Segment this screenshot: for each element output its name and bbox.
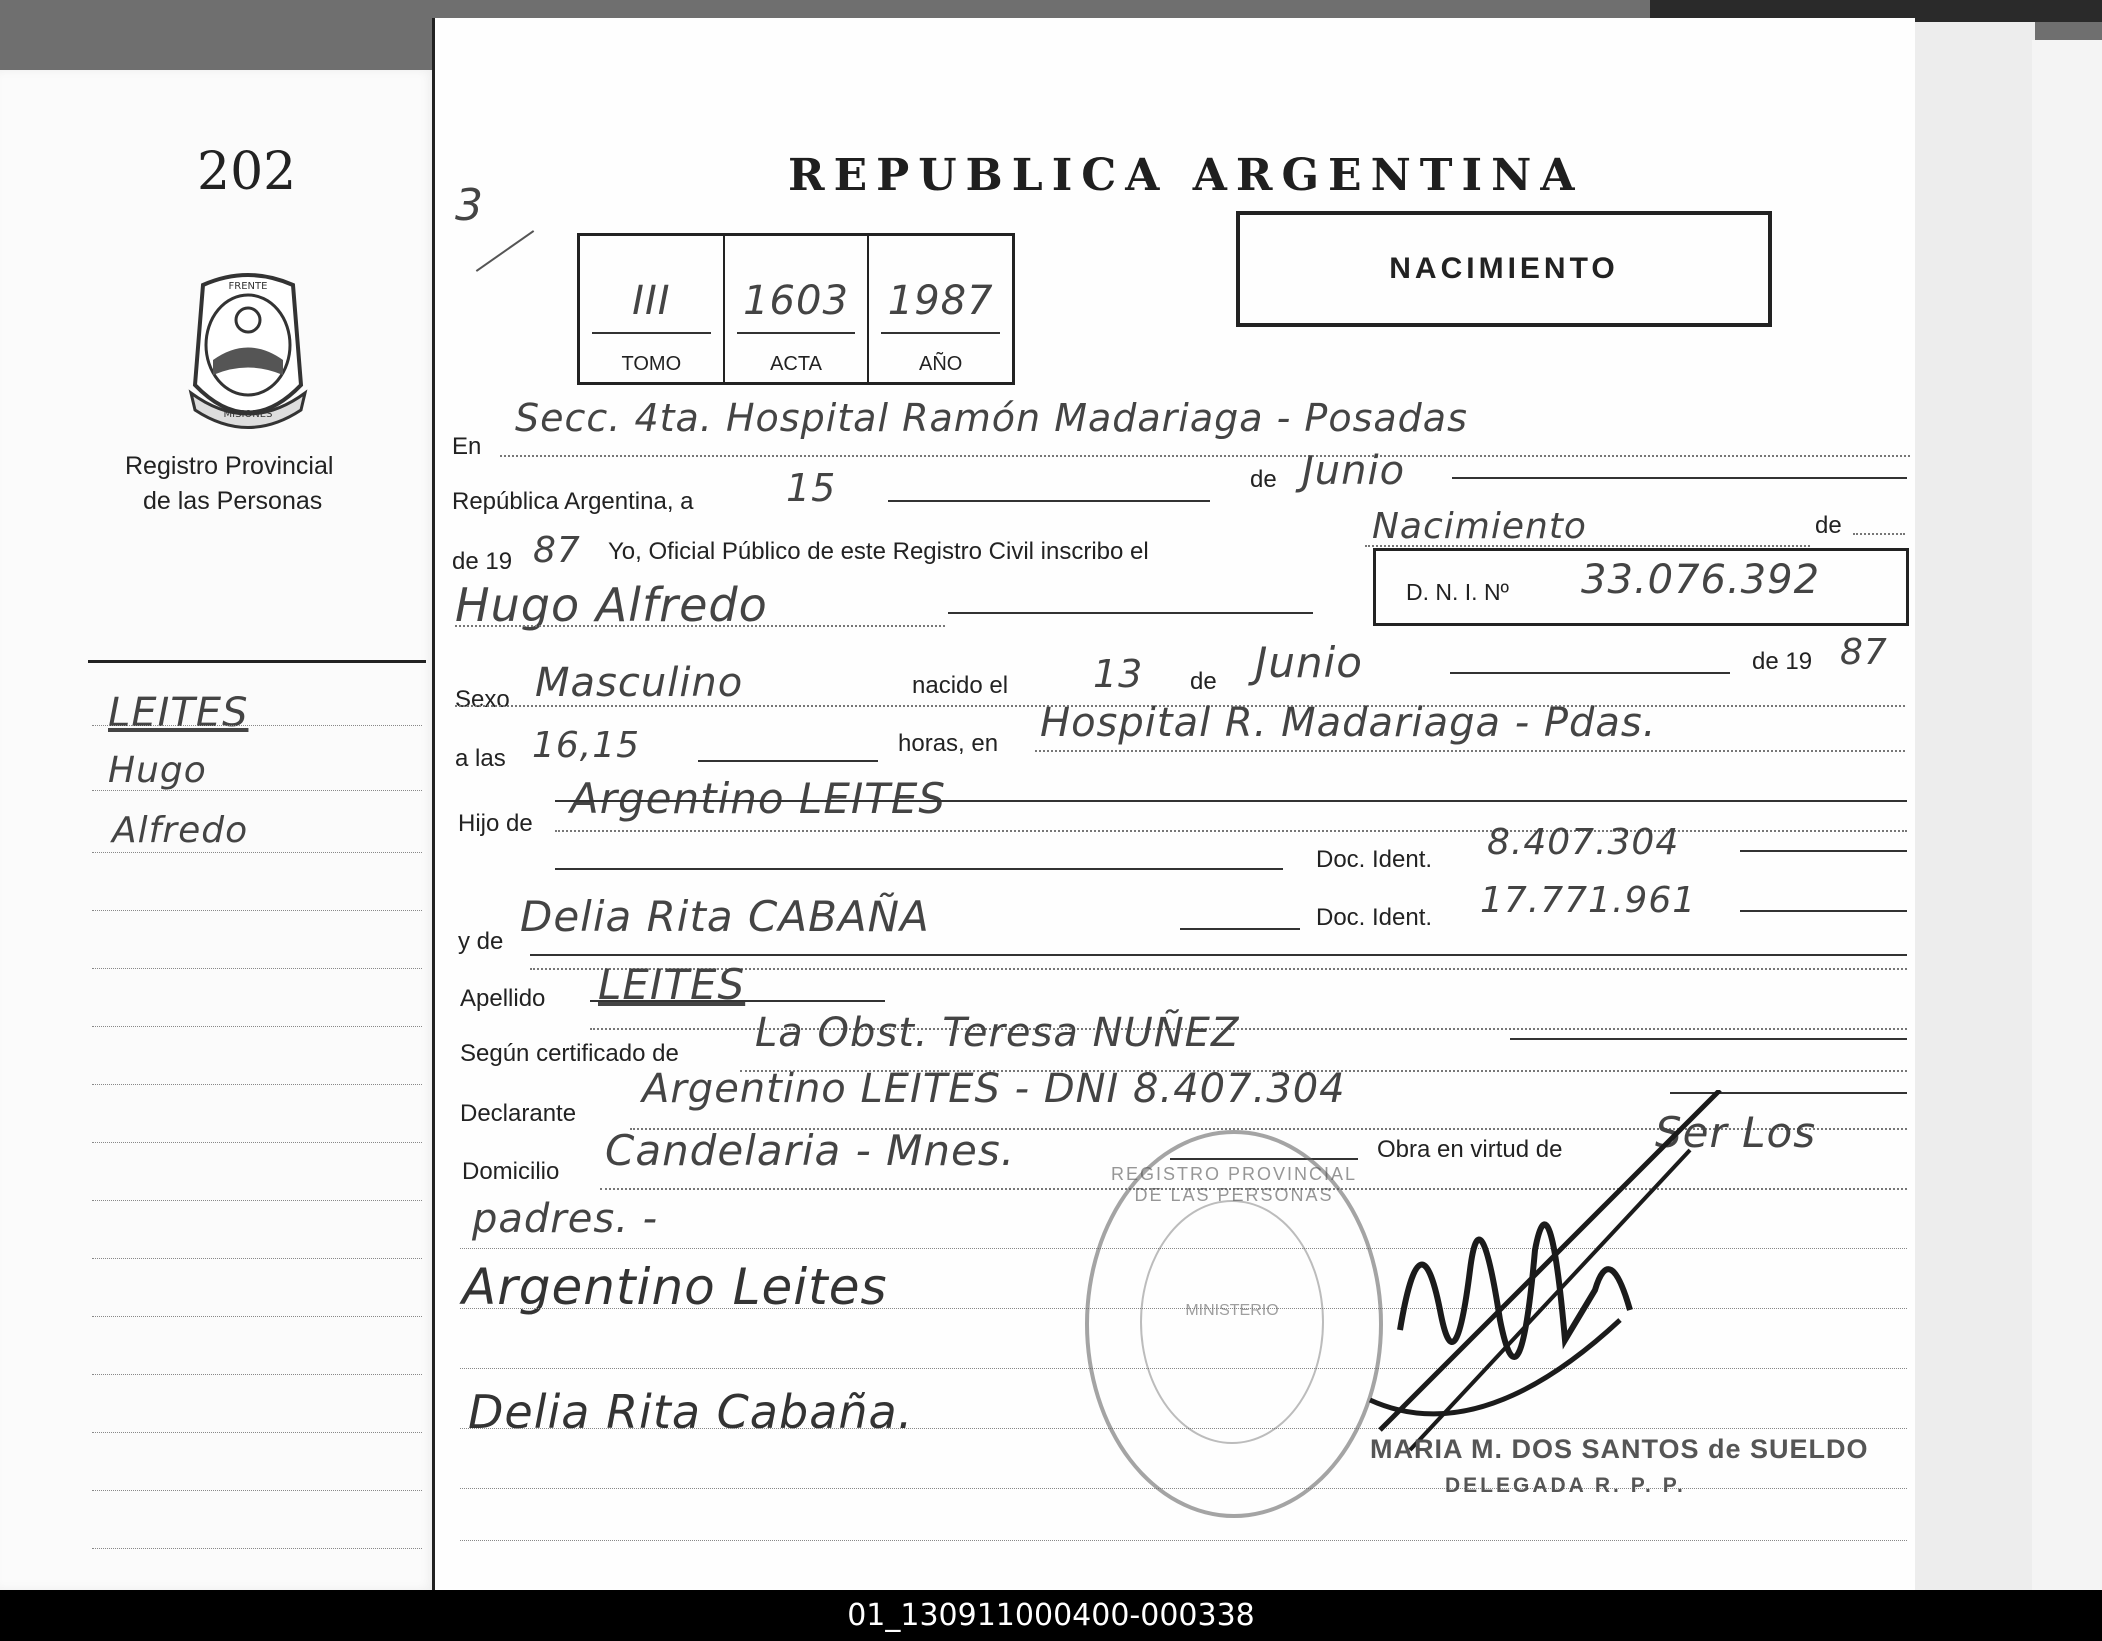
hijo-label: Hijo de bbox=[458, 810, 533, 837]
segun-value: La Obst. Teresa NUÑEZ bbox=[755, 1010, 1240, 1056]
ano-cell bbox=[869, 236, 1012, 382]
doc-label: Doc. Ident. bbox=[1316, 846, 1433, 873]
index-name2: Alfredo bbox=[112, 810, 249, 851]
father-doc-value: 8.407.304 bbox=[1487, 822, 1680, 863]
obra-label: Obra en virtud de bbox=[1377, 1136, 1563, 1163]
month-value: Junio bbox=[1302, 448, 1406, 494]
en-label: En bbox=[452, 433, 482, 460]
declarant-signature: Argentino Leites bbox=[462, 1258, 888, 1316]
dni-value: 33.076.392 bbox=[1581, 557, 1821, 603]
sexo-value: Masculino bbox=[535, 660, 744, 706]
birth-place-value: Hospital R. Madariaga - Pdas. bbox=[1040, 700, 1657, 746]
index-surname: LEITES bbox=[108, 690, 249, 736]
seal-inner-ring bbox=[1140, 1200, 1324, 1444]
nacido-label: nacido el bbox=[912, 672, 1009, 699]
emblem-text-top: FRENTE bbox=[228, 281, 268, 292]
act-type-box: NACIMIENTO bbox=[1236, 211, 1772, 327]
obra-continuation: padres. - bbox=[472, 1196, 659, 1242]
inscribo-label: Yo, Oficial Público de este Registro Civil inscribo el bbox=[608, 538, 1149, 565]
provincial-emblem-icon bbox=[183, 265, 313, 430]
birth-day-value: 13 bbox=[1093, 652, 1144, 696]
page-number: 202 bbox=[197, 142, 297, 202]
birth-month-value: Junio bbox=[1255, 638, 1363, 687]
seal-text: REGISTRO PROVINCIAL DE LAS PERSONAS bbox=[1110, 1164, 1358, 1205]
child-name-value: Hugo Alfredo bbox=[455, 578, 768, 632]
apellido-value: LEITES bbox=[598, 960, 746, 1009]
mother-doc-value: 17.771.961 bbox=[1480, 880, 1697, 921]
seal-inner-text: MINISTERIO bbox=[1185, 1302, 1279, 1319]
de-label: de bbox=[1250, 466, 1277, 493]
index-name1: Hugo bbox=[108, 750, 207, 791]
de19-label-2: de 19 bbox=[1752, 648, 1813, 675]
record-number-box bbox=[577, 233, 1015, 385]
declarante-value: Argentino LEITES - DNI 8.407.304 bbox=[642, 1066, 1346, 1112]
birth-year-value: 87 bbox=[1840, 632, 1888, 673]
en-value: Secc. 4ta. Hospital Ramón Madariaga - Posadas bbox=[515, 396, 1468, 440]
acta-cell bbox=[725, 236, 870, 382]
domicilio-label: Domicilio bbox=[462, 1158, 560, 1185]
horas-label: horas, en bbox=[898, 730, 999, 757]
margin-mark: 3 bbox=[455, 180, 484, 231]
emblem-text-bottom: MISIONES bbox=[223, 409, 273, 420]
page-edge-outer bbox=[2032, 40, 2102, 1590]
dni-label: D. N. I. Nº bbox=[1406, 579, 1509, 605]
inscribo-value: Nacimiento bbox=[1372, 506, 1587, 547]
dni-box bbox=[1373, 548, 1909, 626]
father-value: Argentino LEITES bbox=[570, 774, 947, 823]
republica-label: República Argentina, a bbox=[452, 488, 694, 515]
mother-value: Delia Rita CABAÑA bbox=[520, 892, 930, 941]
domicilio-value: Candelaria - Mnes. bbox=[605, 1126, 1016, 1175]
yde-label: y de bbox=[458, 928, 504, 955]
day-value: 15 bbox=[786, 466, 837, 510]
official-title: DELEGADA R. P. P. bbox=[1445, 1474, 1686, 1497]
registry-name-line2: de las Personas bbox=[143, 487, 323, 515]
ano-label: AÑO bbox=[919, 353, 963, 375]
tomo-cell bbox=[580, 236, 725, 382]
registry-name-line1: Registro Provincial bbox=[125, 452, 334, 480]
time-value: 16,15 bbox=[532, 725, 641, 766]
document-title: REPUBLICA ARGENTINA bbox=[788, 150, 1584, 201]
de19-label: de 19 bbox=[452, 548, 513, 575]
ano-value: 1987 bbox=[887, 278, 994, 324]
acta-label: ACTA bbox=[770, 353, 822, 375]
segun-label: Según certificado de bbox=[460, 1040, 679, 1067]
year-value: 87 bbox=[533, 530, 581, 571]
mother-signature: Delia Rita Cabaña. bbox=[468, 1385, 914, 1439]
obra-value: Ser Los bbox=[1655, 1108, 1817, 1157]
de-label-2: de bbox=[1815, 512, 1842, 539]
stub-divider bbox=[88, 660, 426, 663]
apellido-label: Apellido bbox=[460, 985, 546, 1012]
tomo-value: III bbox=[632, 278, 671, 324]
official-signature-scribble bbox=[1360, 1090, 1740, 1470]
page-edge bbox=[1912, 22, 2035, 1590]
doc-label-2: Doc. Ident. bbox=[1316, 904, 1433, 931]
official-name: MARIA M. DOS SANTOS de SUELDO bbox=[1370, 1434, 1869, 1464]
acta-value: 1603 bbox=[743, 278, 849, 324]
de-label-3: de bbox=[1190, 668, 1217, 695]
alas-label: a las bbox=[455, 745, 506, 772]
image-id-footer: 01_130911000400-000338 bbox=[0, 1590, 2102, 1641]
declarante-label: Declarante bbox=[460, 1100, 577, 1127]
tomo-label: TOMO bbox=[621, 353, 682, 375]
sexo-label: Sexo bbox=[455, 686, 510, 713]
